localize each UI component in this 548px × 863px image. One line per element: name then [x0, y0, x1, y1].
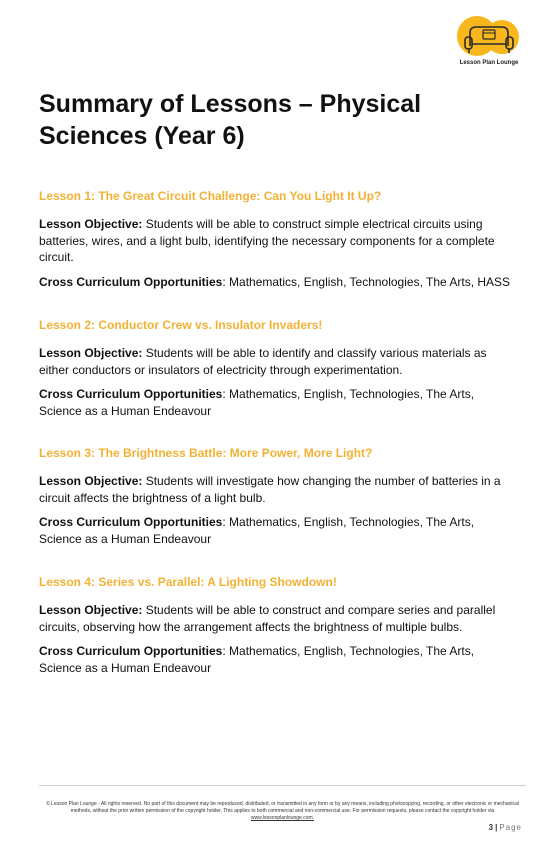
copyright-text: © Lesson Plan Lounge - All rights reserved. No part of this document may be reproduced, distributed, or transmitted in any form or by any means, including photocopying, recording, or other electronic or mechanical methods, without the prior written permission of the copyright holder. This applies to both commercial and non-commercial use. For permission requests, please contact the copyright holder via — [46, 801, 519, 814]
page-title: Summary of Lessons – Physical Sciences (Year 6) — [39, 90, 422, 150]
cross-curriculum — [39, 386, 517, 419]
objective-text: Students will investigate how changing the number of batteries in a circuit affects the brightness of a light bulb. — [39, 474, 501, 505]
sofa-logo-icon — [456, 16, 522, 60]
page-word: Page — [499, 823, 522, 832]
page-number — [489, 823, 522, 832]
cross-curriculum — [39, 514, 517, 547]
objective-text: Students will be able to construct and compare series and parallel circuits, observing how the arrangement affects the brightness of multiple bulbs. — [39, 603, 496, 634]
objective-label: Lesson Objective: — [39, 474, 143, 488]
logo — [456, 16, 522, 66]
footer-divider — [39, 785, 526, 786]
cross-curriculum-label: Cross Curriculum Opportunities — [39, 644, 223, 658]
objective-text: Students will be able to construct simple electrical circuits using batteries, wires, and a light bulb, identifying the necessary components for a complete circuit. — [39, 217, 495, 264]
lesson-heading: Lesson 3: The Brightness Battle: More Power, More Light? — [39, 446, 373, 460]
lesson-2 — [39, 318, 517, 419]
page-separator: | — [495, 823, 498, 832]
cross-curriculum — [39, 643, 517, 676]
lesson-3 — [39, 446, 517, 547]
cross-curriculum-label: Cross Curriculum Opportunities — [39, 387, 223, 401]
lesson-objective — [39, 473, 517, 506]
lesson-objective — [39, 602, 517, 635]
lesson-heading: Lesson 1: The Great Circuit Challenge: Can You Light It Up? — [39, 189, 382, 203]
page-number-value: 3 — [488, 823, 494, 832]
lesson-1 — [39, 189, 517, 290]
cross-curriculum-text: : Mathematics, English, Technologies, The Arts, HASS — [222, 274, 511, 289]
objective-label: Lesson Objective: — [39, 346, 143, 360]
cross-curriculum-label: Cross Curriculum Opportunities — [39, 515, 223, 529]
cross-curriculum — [39, 274, 517, 291]
objective-text: Students will be able to identify and classify various materials as either conductors or insulators of electricity through experimentation. — [39, 346, 487, 377]
lesson-objective — [39, 216, 517, 266]
cross-curriculum-text: : Mathematics, English, Technologies, The Arts, Science as a Human Endeavour — [39, 387, 475, 418]
cross-curriculum-text: : Mathematics, English, Technologies, The Arts, Science as a Human Endeavour — [39, 644, 475, 675]
lesson-heading: Lesson 2: Conductor Crew vs. Insulator Invaders! — [39, 318, 323, 332]
lesson-objective — [39, 345, 517, 378]
cross-curriculum-label: Cross Curriculum Opportunities — [39, 274, 223, 289]
cross-curriculum-text: : Mathematics, English, Technologies, The Arts, Science as a Human Endeavour — [39, 515, 475, 546]
website-link[interactable]: www.lessonplanlounge.com. — [250, 815, 315, 821]
lesson-heading: Lesson 4: Series vs. Parallel: A Lighting Showdown! — [39, 575, 337, 589]
lesson-4 — [39, 575, 517, 676]
objective-label: Lesson Objective: — [39, 217, 143, 231]
footer-copyright — [39, 801, 526, 822]
objective-label: Lesson Objective: — [39, 603, 143, 617]
logo-text: Lesson Plan Lounge — [459, 60, 519, 66]
